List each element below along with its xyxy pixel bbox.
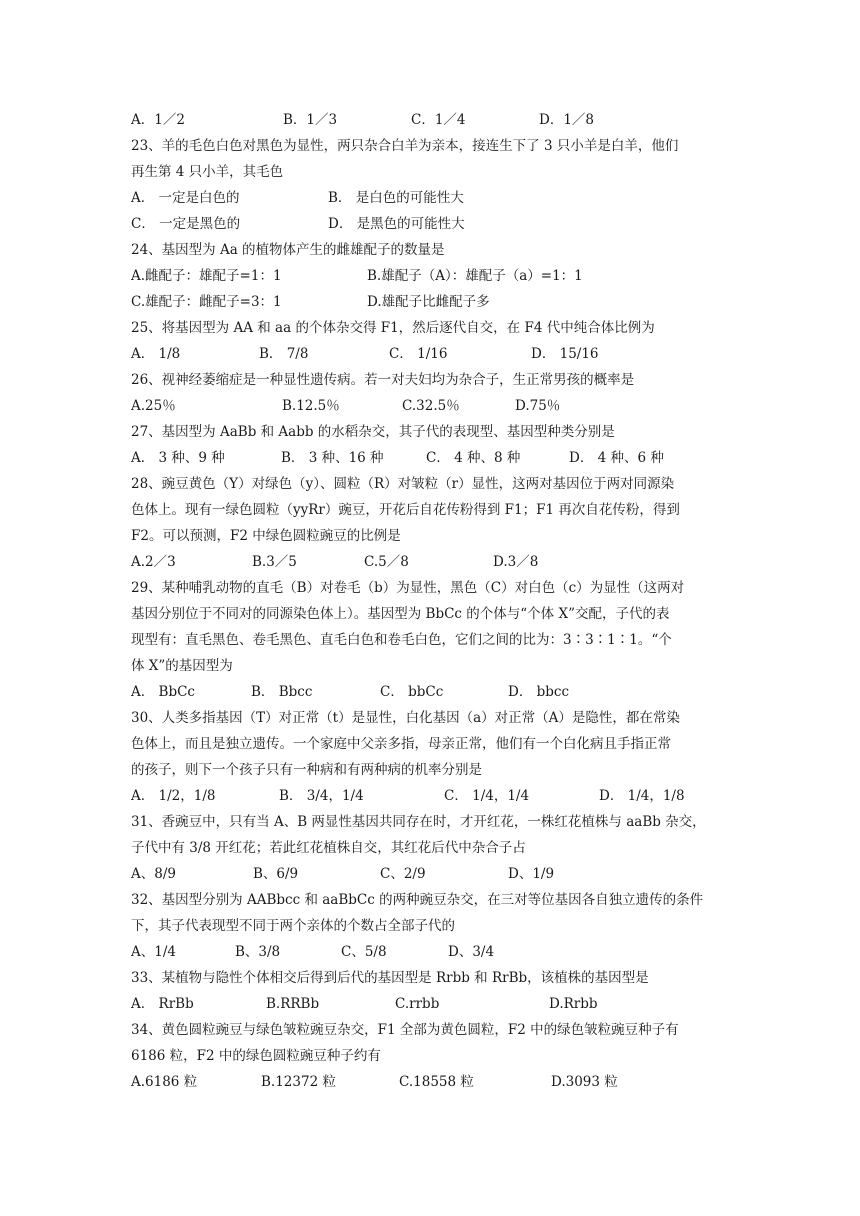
question-text-line: 再生第 4 只小羊，其毛色 [131,164,284,180]
answer-option: C． bbCc [380,684,444,700]
answer-option: C．1／4 [411,112,466,128]
answer-option: D． 4 种、6 种 [569,450,664,466]
answer-option: D、3/4 [448,944,495,960]
question-text-line: 27、基因型为 AaBb 和 Aabb 的水稻杂交，其子代的表现型、基因型种类分别是 [131,424,615,440]
question-text-line: 23、羊的毛色白色对黑色为显性，两只杂合白羊为亲本，接连生下了 3 只小羊是白羊，他们 [131,138,679,154]
answer-option: D． 是黑色的可能性大 [328,216,465,232]
question-text-line: 的孩子，则下一个孩子只有一种病和有两种病的机率分别是 [131,762,482,778]
question-text-line: 色体上，而且是独立遗传。一个家庭中父亲多指，母亲正常，他们有一个白化病且手指正常 [131,736,671,752]
question-text-line: 24、基因型为 Aa 的植物体产生的雌雄配子的数量是 [131,242,445,258]
answer-option: C、2/9 [380,866,426,882]
answer-option: C、5/8 [341,944,387,960]
answer-option: C.rrbb [395,996,440,1012]
answer-option: B． Bbcc [251,684,313,700]
answer-option: C． 4 种、8 种 [426,450,521,466]
answer-option: B.雄配子（A）：雄配子（a）=1：1 [367,268,583,284]
answer-option: B.3／5 [252,554,297,570]
answer-option: C.雄配子：雌配子=3：1 [131,294,282,310]
answer-option: D． bbcc [508,684,570,700]
answer-option: D、1/9 [508,866,555,882]
answer-option: D.雄配子比雌配子多 [367,294,490,310]
question-text-line: 28、豌豆黄色（Y）对绿色（y）、圆粒（R）对皱粒（r）显性，这两对基因位于两对同源染 [131,476,675,492]
question-text-line: 31、香豌豆中，只有当 A、B 两显性基因共同存在时，才开红花，一株红花植株与 aaBb 杂交， [131,814,706,830]
answer-option: B、6/9 [253,866,299,882]
question-text-line: 基因分别位于不同对的同源染色体上）。基因型为 BbCc 的个体与“个体 X”交配，子代的表 [131,606,670,622]
question-text-line: 33、某植物与隐性个体相交后得到后代的基因型是 Rrbb 和 RrBb，该植株的基因型是 [131,970,649,986]
question-text-line: 体 X”的基因型为 [131,658,233,674]
answer-option: A． BbCc [131,684,195,700]
answer-option: C． 1/4，1/4 [444,788,530,804]
answer-option: A．1／2 [131,112,185,128]
question-text-line: 29、某种哺乳动物的直毛（B）对卷毛（b）为显性，黑色（C）对白色（c）为显性（这两对 [131,580,685,596]
answer-option: A.2／3 [131,554,176,570]
answer-option: A． 1/2，1/8 [131,788,216,804]
answer-option: A． 1/8 [131,346,181,362]
question-text-line: 32、基因型分别为 AABbcc 和 aaBbCc 的两种豌豆杂交，在三对等位基因各自独立遗传的条件 [131,892,704,908]
answer-option: A、1/4 [131,944,176,960]
answer-option: A． RrBb [131,996,194,1012]
answer-option: B． 是白色的可能性大 [328,190,464,206]
answer-option: B.RRBb [266,996,320,1012]
answer-option: D．1／8 [539,112,595,128]
answer-option: B． 3 种、16 种 [281,450,384,466]
answer-option: C.5／8 [364,554,409,570]
answer-option: B． 3/4，1/4 [279,788,364,804]
answer-option: B． 7/8 [259,346,309,362]
answer-option: A.6186 粒 [131,1074,198,1090]
answer-option: C． 1/16 [389,346,448,362]
answer-option: A． 3 种、9 种 [131,450,225,466]
answer-option: C.18558 粒 [399,1074,474,1090]
answer-option: B、3/8 [235,944,281,960]
answer-option: D.3093 粒 [551,1074,618,1090]
answer-option: D.75％ [515,398,561,414]
question-text-line: 下，其子代表现型不同于两个亲体的个数占全部子代的 [131,918,455,934]
answer-option: D.3／8 [493,554,539,570]
question-text-line: F2。可以预测，F2 中绿色圆粒豌豆的比例是 [131,528,401,544]
answer-option: B．1／3 [283,112,338,128]
answer-option: B.12.5％ [282,398,340,414]
question-text-line: 34、黄色圆粒豌豆与绿色皱粒豌豆杂交，F1 全部为黄色圆粒，F2 中的绿色皱粒豌豆种子有 [131,1022,679,1038]
answer-option: A、8/9 [131,866,176,882]
answer-option: D.Rrbb [549,996,598,1012]
answer-option: D． 1/4，1/8 [599,788,685,804]
answer-option: B.12372 粒 [261,1074,336,1090]
answer-option: A.25％ [131,398,176,414]
answer-option: A.雌配子：雄配子=1：1 [131,268,282,284]
question-text-line: 26、视神经萎缩症是一种显性遗传病。若一对夫妇均为杂合子，生正常男孩的概率是 [131,372,635,388]
answer-option: C.32.5％ [402,398,460,414]
question-text-line: 色体上。现有一绿色圆粒（yyRr）豌豆，开花后自花传粉得到 F1；F1 再次自花传粉，得到 [131,502,680,518]
question-text-line: 6186 粒，F2 中的绿色圆粒豌豆种子约有 [131,1048,381,1064]
question-text-line: 30、人类多指基因（T）对正常（t）是显性，白化基因（a）对正常（A）是隐性，都在常染 [131,710,680,726]
answer-option: A． 一定是白色的 [131,190,240,206]
answer-option: D． 15/16 [531,346,599,362]
question-text-line: 现型有：直毛黑色、卷毛黑色、直毛白色和卷毛白色，它们之间的比为：3∶3∶1∶1。“个 [131,632,672,648]
answer-option: C． 一定是黑色的 [131,216,241,232]
question-text-line: 子代中有 3/8 开红花；若此红花植株自交，其红花后代中杂合子占 [131,840,526,856]
question-text-line: 25、将基因型为 AA 和 aa 的个体杂交得 F1，然后逐代自交，在 F4 代中纯合体比例为 [131,320,655,336]
